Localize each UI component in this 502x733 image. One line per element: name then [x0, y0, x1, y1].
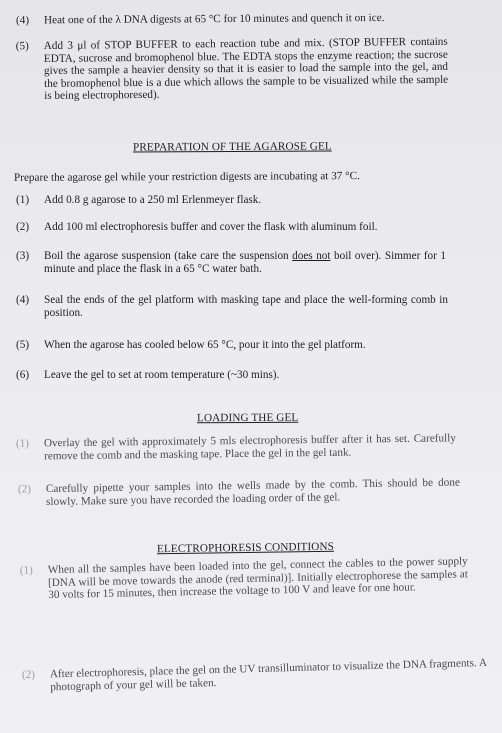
step-number: (5): [15, 40, 29, 53]
prep-step-6: [16, 369, 456, 382]
step-4-heat: [16, 11, 456, 27]
step-text: When the agarose has cooled below 65 °C, pour it into the gel platform.: [44, 339, 366, 351]
emphasis-does-not: does not: [292, 250, 331, 262]
prep-step-1: [16, 194, 456, 207]
prep-step-4: [16, 294, 448, 319]
prep-step-5: [16, 339, 456, 352]
electro-step-1: [20, 555, 469, 602]
prep-step-2: [16, 221, 456, 234]
step-number: (4): [15, 14, 30, 27]
step-number: (6): [16, 369, 30, 381]
section-heading-loading: LOADING THE GEL: [196, 411, 299, 425]
step-text: Heat one of the λ DNA digests at 65 °C for 10 minutes and quench it on ice.: [43, 11, 385, 27]
step-number: (4): [16, 294, 30, 306]
step-text: Overlay the gel with approximately 5 mls electrophoresis buffer after it has set. Carefully remove the comb and the masking tape. Place the gel in the gel tank.: [43, 432, 456, 462]
step-5-stop-buffer: [16, 36, 449, 103]
step-text: Seal the ends of the gel platform with masking tape and place the well-forming comb in position.: [44, 294, 448, 319]
step-text-part: boil over). Simmer for 1 minute and place the flask in a 65 °C water bath.: [44, 250, 446, 275]
step-text: After electrophoresis, place the gel on the UV transilluminator to visualize the DNA fragments. A photograph of your gel will be taken.: [49, 656, 487, 694]
step-text: Carefully pipette your samples into the wells made by the comb. This should be done slowly. Make sure you have recorded the loading order of the gel.: [45, 476, 460, 508]
step-text: Add 0.8 g agarose to a 250 ml Erlenmeyer flask.: [44, 194, 262, 206]
step-text-part: Boil the agarose suspension (take care the suspension: [44, 250, 293, 262]
step-text: Add 100 ml electrophoresis buffer and cover the flask with aluminum foil.: [44, 221, 378, 233]
preparation-intro: Prepare the agarose gel while your restriction digests are incubating at 37 °C.: [13, 170, 360, 184]
electro-step-2: [22, 657, 492, 694]
step-text: Add 3 μl of STOP BUFFER to each reaction tube and mix. (STOP BUFFER contains EDTA, sucrose and bromophenol blue. The EDTA stops the enzyme reaction; the sucrose gives the sample a heavier density so that it is easier to load the sample into the gel, and the bromophenol blue is a due which allows the sample to be visualized while the sample is being electrophoresed).: [43, 35, 449, 103]
loading-step-1: [16, 432, 456, 463]
step-number: (2): [21, 668, 36, 682]
step-number: (1): [15, 437, 30, 450]
section-heading-electrophoresis: ELECTROPHORESIS CONDITIONS: [156, 540, 335, 556]
prep-step-3: [16, 250, 446, 275]
step-text: Leave the gel to set at room temperature (~30 mins).: [44, 369, 280, 381]
step-number: (1): [16, 194, 30, 206]
step-text: When all the samples have been loaded into the gel, connect the cables to the power supply [DNA will be move towards the anode (red terminal)]. Initially electrophorese the samples at 30 volts for 15 minutes, then increase the voltage to 100 V and leave for one hour.: [47, 555, 469, 602]
step-number: (1): [19, 564, 33, 577]
step-number: (2): [17, 483, 32, 496]
section-heading-preparation: PREPARATION OF THE AGAROSE GEL: [132, 140, 332, 154]
step-number: (3): [16, 250, 30, 262]
loading-step-2: [18, 477, 460, 509]
step-number: (5): [16, 339, 30, 351]
step-number: (2): [16, 221, 30, 233]
step-text: [44, 250, 446, 275]
